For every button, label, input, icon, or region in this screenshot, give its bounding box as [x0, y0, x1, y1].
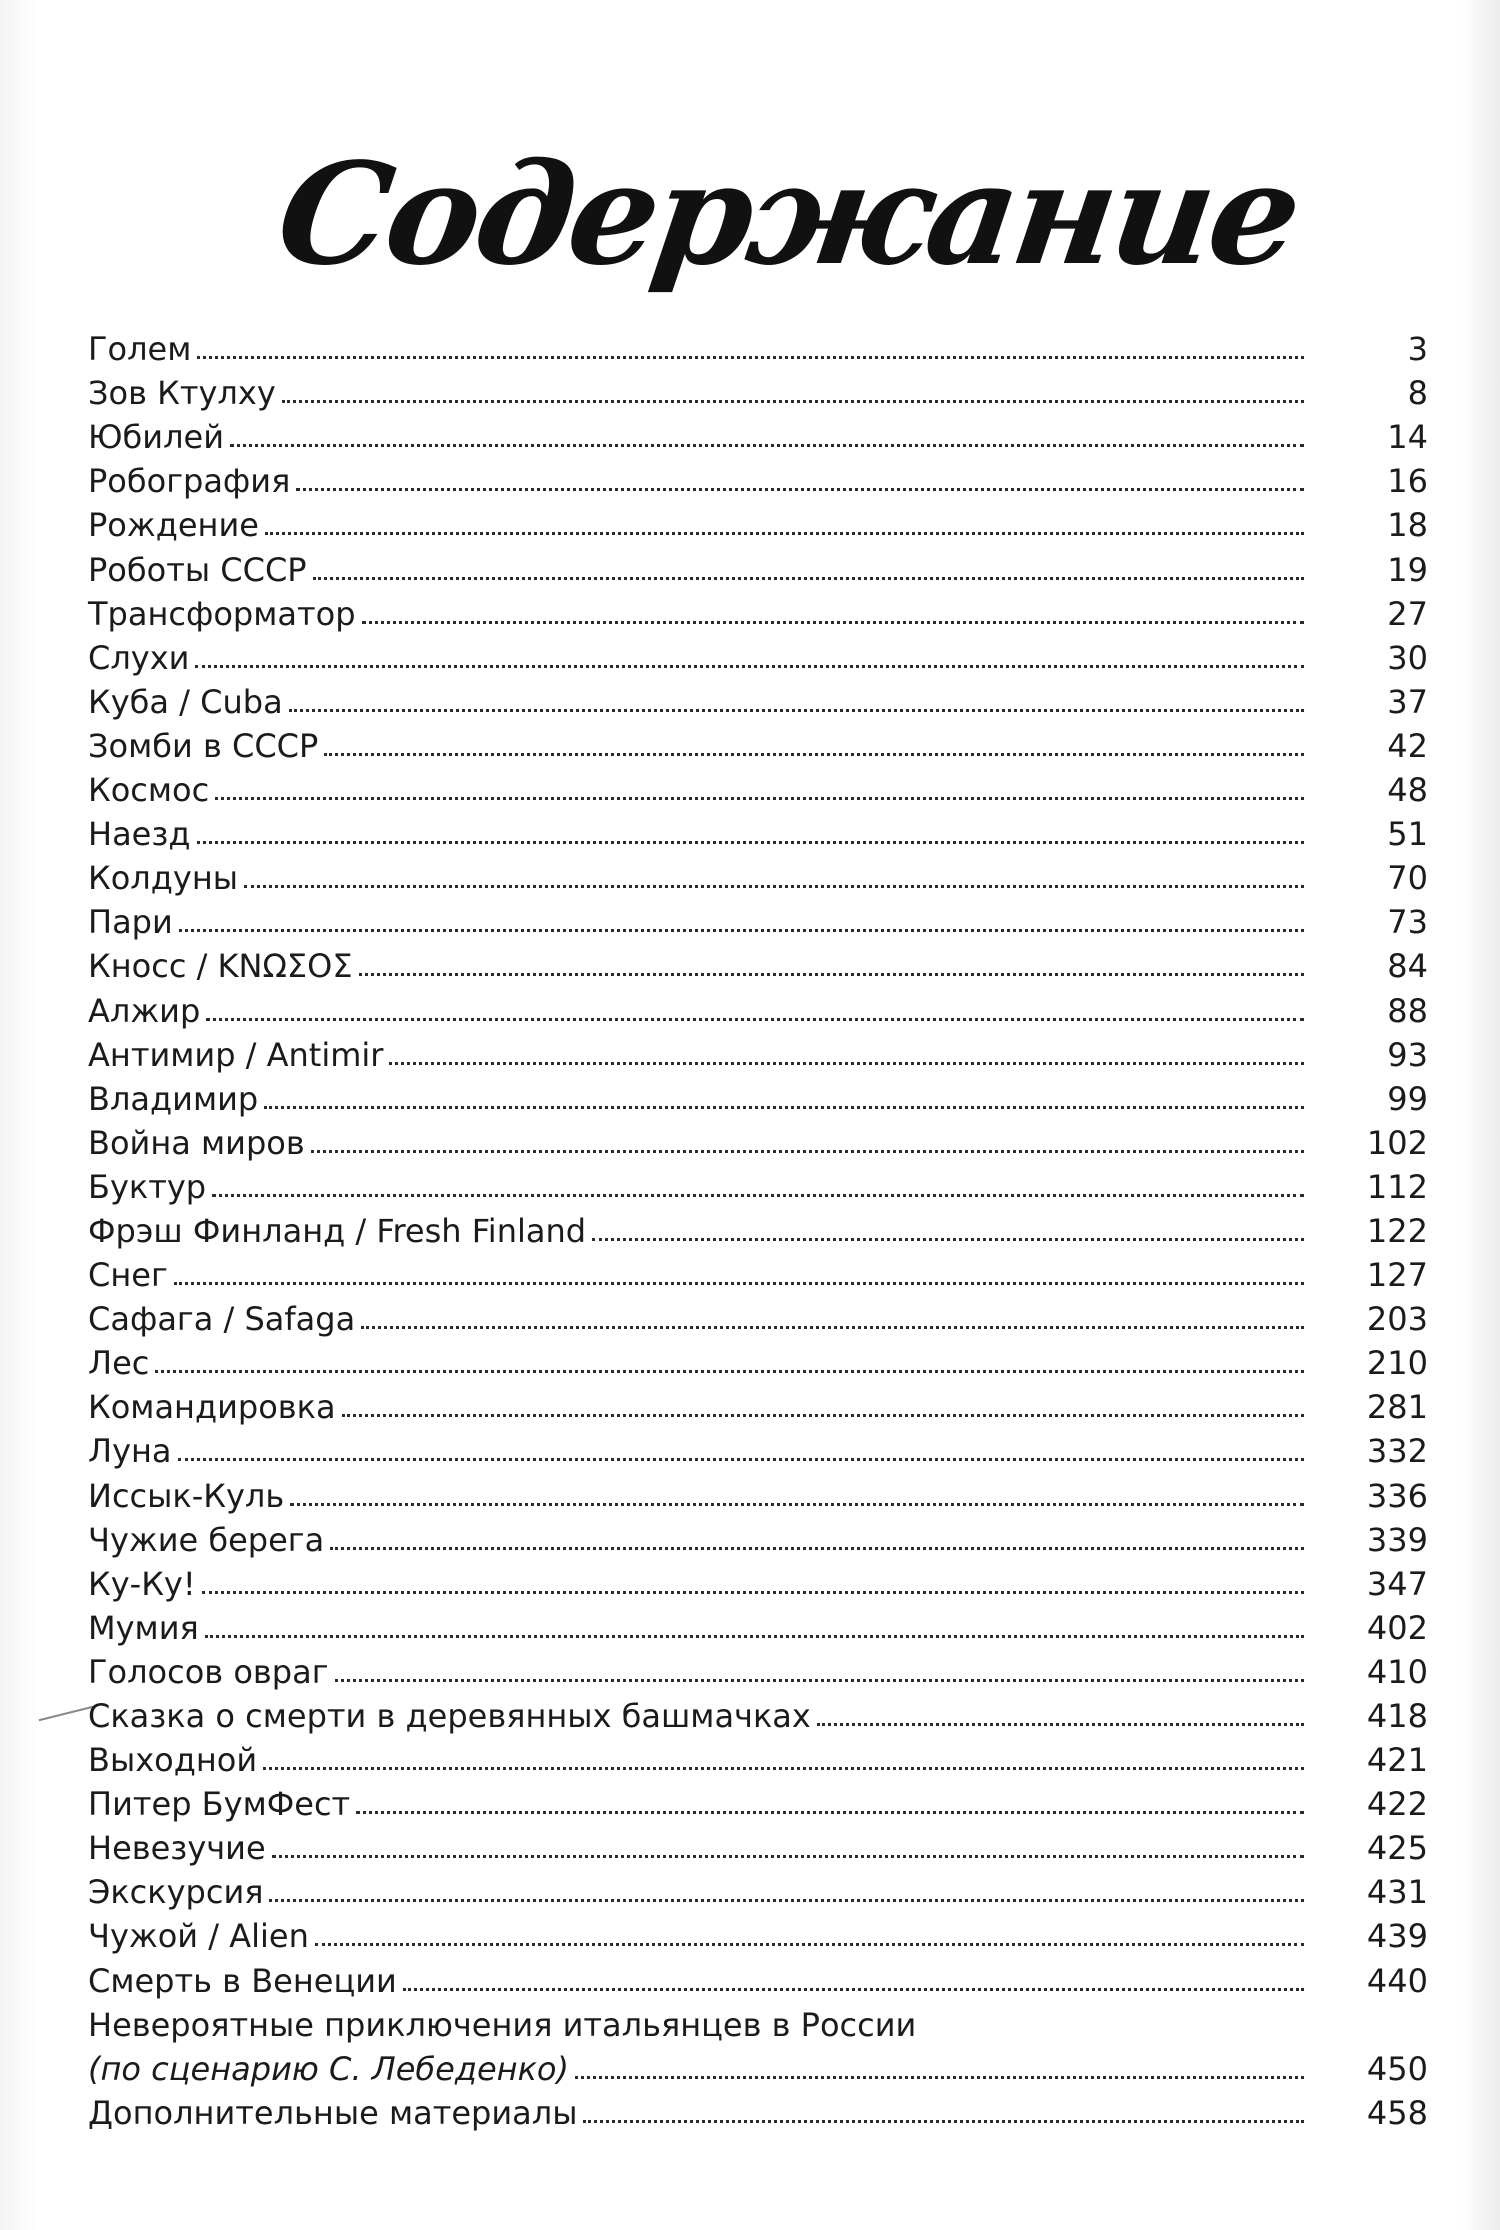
toc-entry-title: Наезд [88, 815, 191, 854]
toc-entry [88, 1077, 1428, 1121]
toc-entry-title: Снег [88, 1256, 168, 1295]
toc-entry [88, 1870, 1428, 1914]
toc-entry-title: Куба / Cuba [88, 682, 283, 721]
toc-entry-page: 347 [1366, 1564, 1428, 1603]
toc-entry-title: Буктур [88, 1167, 207, 1206]
toc-entry [88, 1341, 1428, 1385]
toc-entry-page: 14 [1387, 418, 1428, 457]
toc-entry-page: 402 [1366, 1608, 1428, 1647]
dot-leader [362, 621, 1304, 624]
dot-leader [230, 444, 1304, 447]
toc-entry-title: Чужие берега [88, 1520, 325, 1559]
toc-entry-page: 19 [1387, 550, 1428, 589]
dot-leader [592, 1238, 1304, 1241]
dot-leader [197, 356, 1304, 359]
toc-entry [88, 547, 1428, 591]
toc-entry [88, 1694, 1428, 1738]
toc-entry-title: Юбилей [88, 418, 225, 457]
toc-entry-page: 450 [1366, 2049, 1428, 2088]
toc-entry-page: 18 [1387, 506, 1428, 545]
dot-leader [179, 929, 1304, 932]
toc-entry-title: Сказка о смерти в деревянных башмачках [88, 1697, 811, 1735]
toc-entry-page: 210 [1366, 1344, 1428, 1383]
toc-entry-title: Чужой / Alien [88, 1917, 309, 1956]
toc-entry-page: 42 [1387, 726, 1428, 765]
toc-entry-page: 8 [1407, 374, 1428, 413]
toc-entry-title: Робография [88, 462, 291, 501]
toc-entry-page: 422 [1366, 1785, 1428, 1824]
toc-entry [88, 1033, 1428, 1077]
toc-entry [88, 636, 1428, 680]
dot-leader [206, 1018, 1304, 1021]
page-title: Содержание [268, 133, 1308, 297]
toc-entry-page: 421 [1366, 1741, 1428, 1780]
toc-entry-title: Голосов овраг [88, 1652, 329, 1691]
toc-entry [88, 1121, 1428, 1165]
toc-entry-title: Сафага / Safaga [88, 1300, 356, 1339]
toc-entry [88, 1209, 1428, 1253]
dot-leader [155, 1370, 1304, 1373]
dot-leader [264, 1106, 1304, 1109]
toc-entry [88, 856, 1428, 900]
toc-entry-page: 73 [1387, 903, 1428, 942]
dot-leader [178, 1458, 1304, 1461]
dot-leader [403, 1988, 1304, 1991]
toc-entry-page: 203 [1366, 1300, 1428, 1339]
toc-entry [88, 944, 1428, 988]
toc-entry-page: 336 [1366, 1476, 1428, 1515]
toc-entry [88, 327, 1428, 371]
dot-leader [212, 1194, 1304, 1197]
toc-entry [88, 724, 1428, 768]
toc-entry-page: 458 [1366, 2093, 1428, 2132]
toc-entry-page: 37 [1387, 682, 1428, 721]
toc-entry [88, 900, 1428, 944]
toc-entry [88, 1958, 1428, 2002]
toc-entry-long-line1 [88, 2003, 1428, 2047]
toc-entry-page: 99 [1387, 1079, 1428, 1118]
toc-entry [88, 503, 1428, 547]
toc-entry-title: Владимир [88, 1079, 259, 1118]
toc-entry-page: 27 [1387, 594, 1428, 633]
dot-leader [272, 1855, 1304, 1858]
toc-entry-title: Кносс / ΚΝΩΣΟΣ [88, 947, 353, 986]
dot-leader [359, 973, 1304, 976]
dot-leader [269, 1899, 1304, 1902]
toc-entry-page: 339 [1366, 1520, 1428, 1559]
dot-leader [315, 1943, 1304, 1946]
dot-leader [202, 1591, 1304, 1594]
toc-entry [88, 1738, 1428, 1782]
toc-entry-page: 84 [1387, 947, 1428, 986]
dot-leader [335, 1679, 1305, 1682]
dot-leader [389, 1062, 1304, 1065]
dot-leader [361, 1326, 1304, 1329]
dot-leader [290, 1503, 1304, 1506]
toc-entry-title: Луна [88, 1432, 172, 1471]
dot-leader [244, 885, 1304, 888]
toc-entry-title: Рождение [88, 506, 259, 545]
toc-entry [88, 1385, 1428, 1429]
dot-leader [263, 1767, 1304, 1770]
toc-entry-page: 440 [1366, 1961, 1428, 2000]
toc-list [88, 327, 1428, 2003]
toc-entry [88, 1429, 1428, 1473]
toc-entry [88, 1297, 1428, 1341]
toc-entry [88, 1165, 1428, 1209]
toc-entry [88, 459, 1428, 503]
toc-entry-page: 425 [1366, 1829, 1428, 1868]
toc-entry-title: Зов Ктулху [88, 374, 276, 413]
toc-entry-page: 127 [1366, 1256, 1428, 1295]
toc-entry-page: 51 [1387, 815, 1428, 854]
toc-entry-page: 3 [1407, 330, 1428, 369]
toc-entry-page: 439 [1366, 1917, 1428, 1956]
toc-entry [88, 768, 1428, 812]
dot-leader [313, 577, 1304, 580]
dot-leader [330, 1547, 1304, 1550]
toc-entry [88, 371, 1428, 415]
toc-entry-long-line2 [88, 2047, 1428, 2091]
toc-entry [88, 1473, 1428, 1517]
toc-entry-title: Невезучие [88, 1829, 266, 1868]
toc-entry-title: Антимир / Antimir [88, 1035, 384, 1074]
dot-leader [174, 1282, 1304, 1285]
dot-leader [583, 2120, 1304, 2123]
toc-entry-title: Роботы СССР [88, 550, 307, 589]
toc-entry [88, 1562, 1428, 1606]
dot-leader [205, 1635, 1304, 1638]
toc-entry [88, 812, 1428, 856]
toc-entry [88, 988, 1428, 1032]
toc-entry-title: Выходной [88, 1741, 258, 1780]
toc-entry-title: Алжир [88, 991, 201, 1030]
toc-entry-title: Иссык-Куль [88, 1476, 285, 1515]
dot-leader [197, 841, 1305, 844]
toc-entry-page: 332 [1366, 1432, 1428, 1471]
toc-entry [88, 680, 1428, 724]
toc-entry [88, 1253, 1428, 1297]
dot-leader [195, 665, 1304, 668]
toc-entry-title: Питер БумФест [88, 1785, 351, 1824]
dot-leader [575, 2076, 1304, 2079]
toc-entry-page: 122 [1366, 1211, 1428, 1250]
toc-entry-title: Экскурсия [88, 1873, 264, 1912]
toc-entry-title: Пари [88, 903, 173, 942]
toc-entry-title: Лес [88, 1344, 150, 1383]
toc-entry-title: Голем [88, 330, 192, 369]
dot-leader [311, 1150, 1304, 1153]
toc-entry-page: 16 [1387, 462, 1428, 501]
dot-leader [215, 797, 1304, 800]
toc-entry [88, 1914, 1428, 1958]
toc-entry-title: Зомби в СССР [88, 726, 319, 765]
table-of-contents [88, 327, 1428, 2135]
toc-entry-page: 88 [1387, 991, 1428, 1030]
toc-entry-page: 30 [1387, 638, 1428, 677]
toc-entry-page: 281 [1366, 1388, 1428, 1427]
toc-entry-page: 102 [1366, 1123, 1428, 1162]
toc-entry [88, 1826, 1428, 1870]
toc-entry-title: Мумия [88, 1608, 199, 1647]
toc-entry-title: Трансформатор [88, 594, 356, 633]
dot-leader [265, 532, 1304, 535]
dot-leader [342, 1414, 1304, 1417]
toc-entry-subtitle: (по сценарию С. Лебеденко) [88, 2049, 569, 2088]
toc-entry-title: Командировка [88, 1388, 336, 1427]
toc-entry-page: 410 [1366, 1652, 1428, 1691]
toc-entry-title: Невероятные приключения итальянцев в России [88, 2005, 917, 2044]
toc-entry [88, 1518, 1428, 1562]
dot-leader [289, 709, 1304, 712]
toc-entry-title: Ку-Ку! [88, 1564, 196, 1603]
toc-entry [88, 415, 1428, 459]
toc-entry [88, 1782, 1428, 1826]
toc-entry-title: Космос [88, 771, 210, 810]
toc-entry [88, 2091, 1428, 2135]
toc-entry-title: Дополнительные материалы [88, 2093, 578, 2132]
toc-entry-page: 48 [1387, 771, 1428, 810]
dot-leader [817, 1723, 1304, 1726]
dot-leader [296, 488, 1304, 491]
toc-entry-page: 93 [1387, 1035, 1428, 1074]
toc-entry [88, 1606, 1428, 1650]
dot-leader [324, 753, 1304, 756]
toc-entry-title: Война миров [88, 1123, 305, 1162]
toc-entry [88, 592, 1428, 636]
dot-leader [356, 1811, 1304, 1814]
toc-entry-title: Колдуны [88, 859, 238, 898]
toc-entry-title: Фрэш Финланд / Fresh Finland [88, 1211, 587, 1250]
toc-entry-title: Смерть в Венеции [88, 1961, 397, 2000]
toc-entry-page: 70 [1387, 859, 1428, 898]
toc-entry-title: Слухи [88, 638, 190, 677]
toc-entry-page: 112 [1366, 1167, 1428, 1206]
dot-leader [282, 400, 1304, 403]
toc-entry-page: 418 [1366, 1697, 1428, 1735]
toc-entry [88, 1650, 1428, 1694]
toc-entry-page: 431 [1366, 1873, 1428, 1912]
